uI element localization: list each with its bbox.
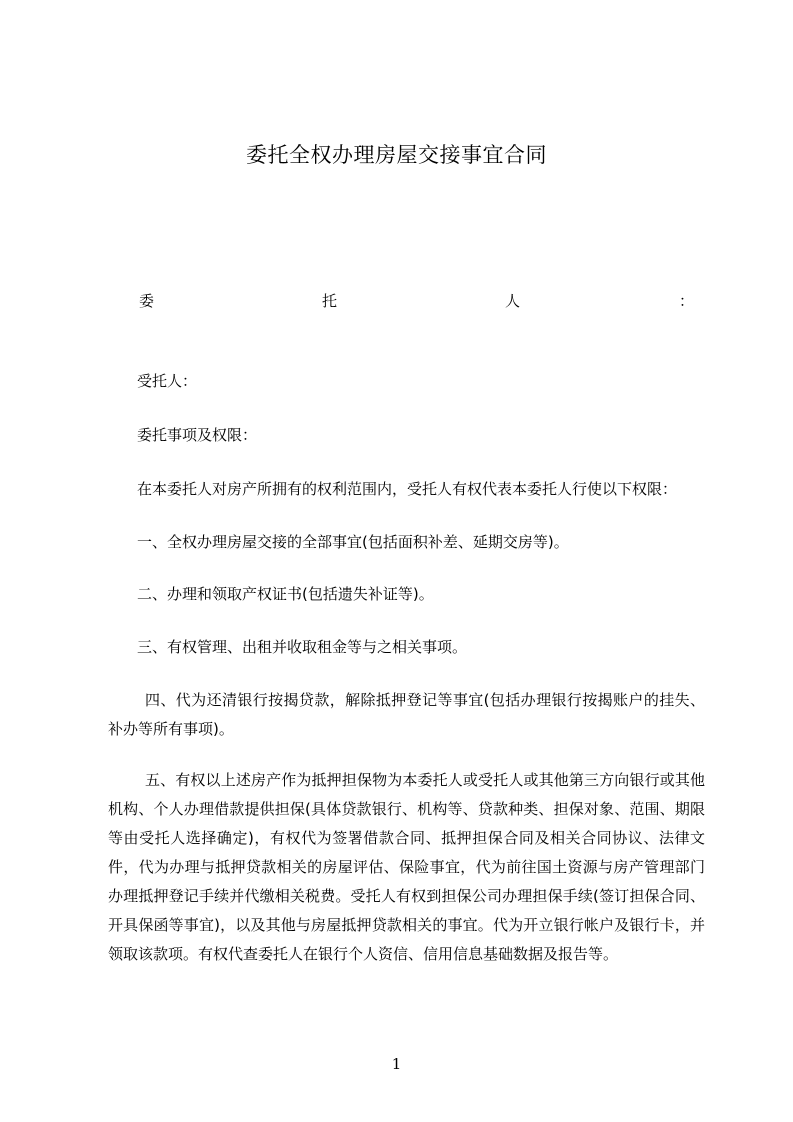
principal-char-1: 委 [139,292,155,310]
principal-char-2: 托 [322,292,338,310]
scope-intro: 在本委托人对房产所拥有的权利范围内，受托人有权代表本委托人行使以下权限： [137,480,678,498]
principal-colon: ： [679,292,695,310]
item-3: 三、有权管理、出租并收取租金等与之相关事项。 [137,638,468,656]
principal-line [139,289,695,313]
item-5: 五、有权以上述房产作为抵押担保物为本委托人或受托人或其他第三方向银行或其他机构、个人办理借款提供担保(具体贷款银行、机构等、贷款种类、担保对象、范围、期限等由受托人选择确定)，有权代为签署借款合同、抵押担保合同及相关合同协议、法律文件，代为办理与抵押贷款相关的房屋评估、保险事宜，代为前往国土资源与房产管理部门办理抵押登记手续并代缴相关税费。受托人有权到担保公司办理担保手续(签订担保合同、开具保函等事宜)，以及其他与房屋抵押贷款相关的事宜。代为开立银行帐户及银行卡，并领取该款项。有权代查委托人在银行个人资信、信用信息基础数据及报告等。 [108,771,705,963]
page-number: 1 [391,1055,402,1073]
document-title: 委托全权办理房屋交接事宜合同 [246,143,547,167]
agent-label: 受托人： [137,372,198,390]
principal-char-3: 人 [505,292,521,310]
item-2: 二、办理和领取产权证书(包括遗失补证等)。 [137,585,434,603]
item-4: 四、代为还清银行按揭贷款，解除抵押登记等事宜(包括办理银行按揭账户的挂失、补办等所有事项)。 [108,691,705,738]
scope-heading: 委托事项及权限： [137,426,258,444]
item-1: 一、全权办理房屋交接的全部事宜(包括面积补差、延期交房等)。 [137,533,569,551]
